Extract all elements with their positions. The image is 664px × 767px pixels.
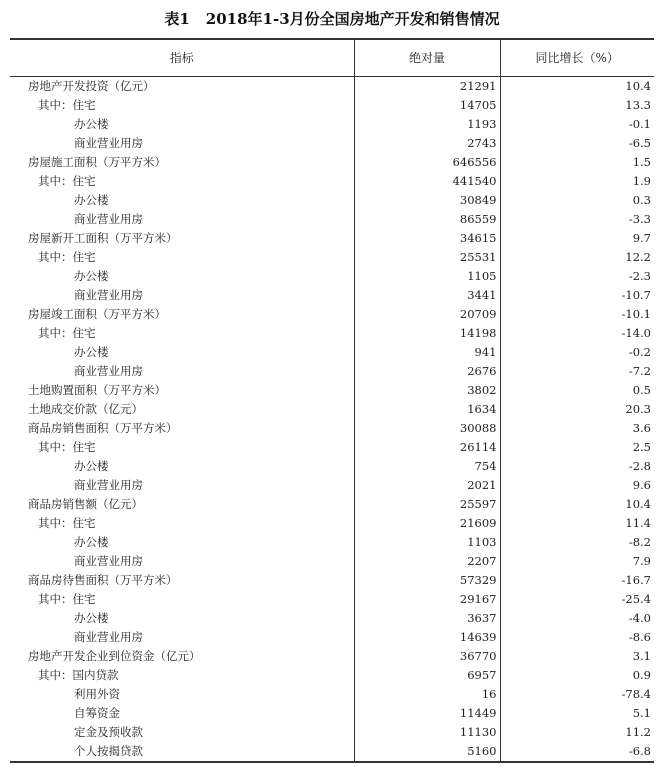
table-row — [10, 286, 654, 305]
indicator-cell: 商业营业用房 — [74, 553, 143, 568]
absolute-value-cell: 57329 — [354, 571, 500, 590]
growth-cell: 0.3 — [500, 191, 654, 210]
indicator-cell: 商品房销售面积（万平方米） — [28, 420, 178, 435]
growth-cell: 10.4 — [500, 495, 654, 514]
table-row — [10, 419, 654, 438]
growth-cell: -8.2 — [500, 533, 654, 552]
growth-cell: 3.6 — [500, 419, 654, 438]
indicator-cell: 其中：国内贷款 — [38, 667, 119, 682]
absolute-value-cell: 20709 — [354, 305, 500, 324]
absolute-value-cell: 14705 — [354, 96, 500, 115]
table-title-text: 2018年1-3月份全国房地产开发和销售情况 — [205, 10, 500, 28]
absolute-value-cell: 1105 — [354, 267, 500, 286]
table-row — [10, 723, 654, 742]
absolute-value-cell: 11449 — [354, 704, 500, 723]
growth-cell: -7.2 — [500, 362, 654, 381]
growth-cell: -0.1 — [500, 115, 654, 134]
indicator-cell: 办公楼 — [74, 534, 109, 549]
table-row — [10, 191, 654, 210]
absolute-value-cell: 16 — [354, 685, 500, 704]
table-row — [10, 704, 654, 723]
growth-cell: -2.8 — [500, 457, 654, 476]
table-row — [10, 305, 654, 324]
absolute-value-cell: 3637 — [354, 609, 500, 628]
data-table — [10, 38, 654, 763]
table-row — [10, 438, 654, 457]
growth-cell: 11.2 — [500, 723, 654, 742]
growth-cell: -14.0 — [500, 324, 654, 343]
absolute-value-cell: 754 — [354, 457, 500, 476]
table-row — [10, 666, 654, 685]
absolute-value-cell: 14198 — [354, 324, 500, 343]
absolute-value-cell: 25597 — [354, 495, 500, 514]
absolute-value-cell: 2676 — [354, 362, 500, 381]
table-row — [10, 343, 654, 362]
indicator-cell: 房屋竣工面积（万平方米） — [28, 306, 166, 321]
growth-cell: -0.2 — [500, 343, 654, 362]
indicator-cell: 办公楼 — [74, 610, 109, 625]
absolute-value-cell: 3441 — [354, 286, 500, 305]
indicator-cell: 其中：住宅 — [38, 97, 96, 112]
absolute-value-cell: 25531 — [354, 248, 500, 267]
table-row — [10, 115, 654, 134]
indicator-cell: 办公楼 — [74, 116, 109, 131]
indicator-cell: 土地购置面积（万平方米） — [28, 382, 166, 397]
table-row — [10, 609, 654, 628]
table-row — [10, 134, 654, 153]
indicator-cell: 商业营业用房 — [74, 287, 143, 302]
absolute-value-cell: 2207 — [354, 552, 500, 571]
table-row — [10, 362, 654, 381]
absolute-value-cell: 1103 — [354, 533, 500, 552]
indicator-cell: 其中：住宅 — [38, 173, 96, 188]
absolute-value-cell: 86559 — [354, 210, 500, 229]
growth-cell: -4.0 — [500, 609, 654, 628]
absolute-value-cell: 441540 — [354, 172, 500, 191]
table-row — [10, 210, 654, 229]
growth-cell: -25.4 — [500, 590, 654, 609]
indicator-cell: 其中：住宅 — [38, 439, 96, 454]
absolute-value-cell: 26114 — [354, 438, 500, 457]
growth-cell: 10.4 — [500, 76, 654, 96]
absolute-value-cell: 14639 — [354, 628, 500, 647]
absolute-value-cell: 941 — [354, 343, 500, 362]
table-row — [10, 248, 654, 267]
growth-cell: -6.5 — [500, 134, 654, 153]
indicator-cell: 其中：住宅 — [38, 249, 96, 264]
table-row — [10, 628, 654, 647]
indicator-cell: 商业营业用房 — [74, 477, 143, 492]
table-row — [10, 381, 654, 400]
absolute-value-cell: 2021 — [354, 476, 500, 495]
absolute-value-cell: 29167 — [354, 590, 500, 609]
growth-cell: 9.6 — [500, 476, 654, 495]
indicator-cell: 商品房销售额（亿元） — [28, 496, 143, 511]
absolute-value-cell: 5160 — [354, 742, 500, 762]
table-row — [10, 229, 654, 248]
growth-cell: 5.1 — [500, 704, 654, 723]
indicator-cell: 个人按揭贷款 — [10, 742, 354, 762]
indicator-cell: 其中：住宅 — [38, 515, 96, 530]
header-row — [10, 39, 654, 76]
indicator-cell: 其中：住宅 — [38, 325, 96, 340]
indicator-cell: 房屋施工面积（万平方米） — [28, 154, 166, 169]
growth-cell: 12.2 — [500, 248, 654, 267]
indicator-cell: 商业营业用房 — [74, 135, 143, 150]
growth-cell: -3.3 — [500, 210, 654, 229]
table-title — [0, 8, 664, 29]
growth-cell: 20.3 — [500, 400, 654, 419]
table-row — [10, 742, 654, 762]
table-row — [10, 153, 654, 172]
growth-cell: 3.1 — [500, 647, 654, 666]
table-row — [10, 267, 654, 286]
absolute-value-cell: 30088 — [354, 419, 500, 438]
absolute-value-cell: 21291 — [354, 76, 500, 96]
growth-cell: -16.7 — [500, 571, 654, 590]
table-row — [10, 571, 654, 590]
growth-cell: 1.9 — [500, 172, 654, 191]
table-row — [10, 552, 654, 571]
indicator-cell: 办公楼 — [74, 344, 109, 359]
indicator-cell: 办公楼 — [74, 458, 109, 473]
table-row — [10, 533, 654, 552]
table-row — [10, 647, 654, 666]
table-row — [10, 76, 654, 96]
growth-cell: 1.5 — [500, 153, 654, 172]
absolute-value-cell: 2743 — [354, 134, 500, 153]
indicator-cell: 办公楼 — [74, 268, 109, 283]
indicator-cell: 办公楼 — [74, 192, 109, 207]
header-absolute: 绝对量 — [354, 39, 500, 76]
indicator-cell: 房屋新开工面积（万平方米） — [28, 230, 178, 245]
header-growth: 同比增长（%） — [500, 39, 654, 76]
growth-cell: 7.9 — [500, 552, 654, 571]
growth-cell: -10.7 — [500, 286, 654, 305]
table-row — [10, 172, 654, 191]
growth-cell: -6.8 — [500, 742, 654, 762]
absolute-value-cell: 11130 — [354, 723, 500, 742]
indicator-cell: 房地产开发投资（亿元） — [28, 78, 155, 93]
growth-cell: -8.6 — [500, 628, 654, 647]
table-row — [10, 96, 654, 115]
table-row — [10, 400, 654, 419]
absolute-value-cell: 36770 — [354, 647, 500, 666]
growth-cell: -78.4 — [500, 685, 654, 704]
growth-cell: 13.3 — [500, 96, 654, 115]
table-row — [10, 324, 654, 343]
header-indicator: 指标 — [10, 39, 354, 76]
table-row — [10, 457, 654, 476]
table-row — [10, 495, 654, 514]
indicator-cell: 商业营业用房 — [74, 211, 143, 226]
growth-cell: 0.5 — [500, 381, 654, 400]
absolute-value-cell: 3802 — [354, 381, 500, 400]
growth-cell: 9.7 — [500, 229, 654, 248]
table-number: 表1 — [164, 10, 190, 28]
table-body — [10, 76, 654, 762]
table-row — [10, 476, 654, 495]
absolute-value-cell: 1634 — [354, 400, 500, 419]
indicator-cell: 定金及预收款 — [74, 724, 143, 739]
absolute-value-cell: 646556 — [354, 153, 500, 172]
absolute-value-cell: 21609 — [354, 514, 500, 533]
table-row — [10, 685, 654, 704]
absolute-value-cell: 1193 — [354, 115, 500, 134]
indicator-cell: 自筹资金 — [74, 705, 120, 720]
growth-cell: 11.4 — [500, 514, 654, 533]
indicator-cell: 利用外资 — [74, 686, 120, 701]
indicator-cell: 其中：住宅 — [38, 591, 96, 606]
absolute-value-cell: 30849 — [354, 191, 500, 210]
absolute-value-cell: 34615 — [354, 229, 500, 248]
indicator-cell: 土地成交价款（亿元） — [28, 401, 143, 416]
indicator-cell: 商业营业用房 — [74, 629, 143, 644]
indicator-cell: 商品房待售面积（万平方米） — [28, 572, 178, 587]
table-row — [10, 590, 654, 609]
growth-cell: -2.3 — [500, 267, 654, 286]
indicator-cell: 商业营业用房 — [74, 363, 143, 378]
growth-cell: 0.9 — [500, 666, 654, 685]
indicator-cell: 房地产开发企业到位资金（亿元） — [28, 648, 201, 663]
growth-cell: 2.5 — [500, 438, 654, 457]
growth-cell: -10.1 — [500, 305, 654, 324]
absolute-value-cell: 6957 — [354, 666, 500, 685]
table-row — [10, 514, 654, 533]
